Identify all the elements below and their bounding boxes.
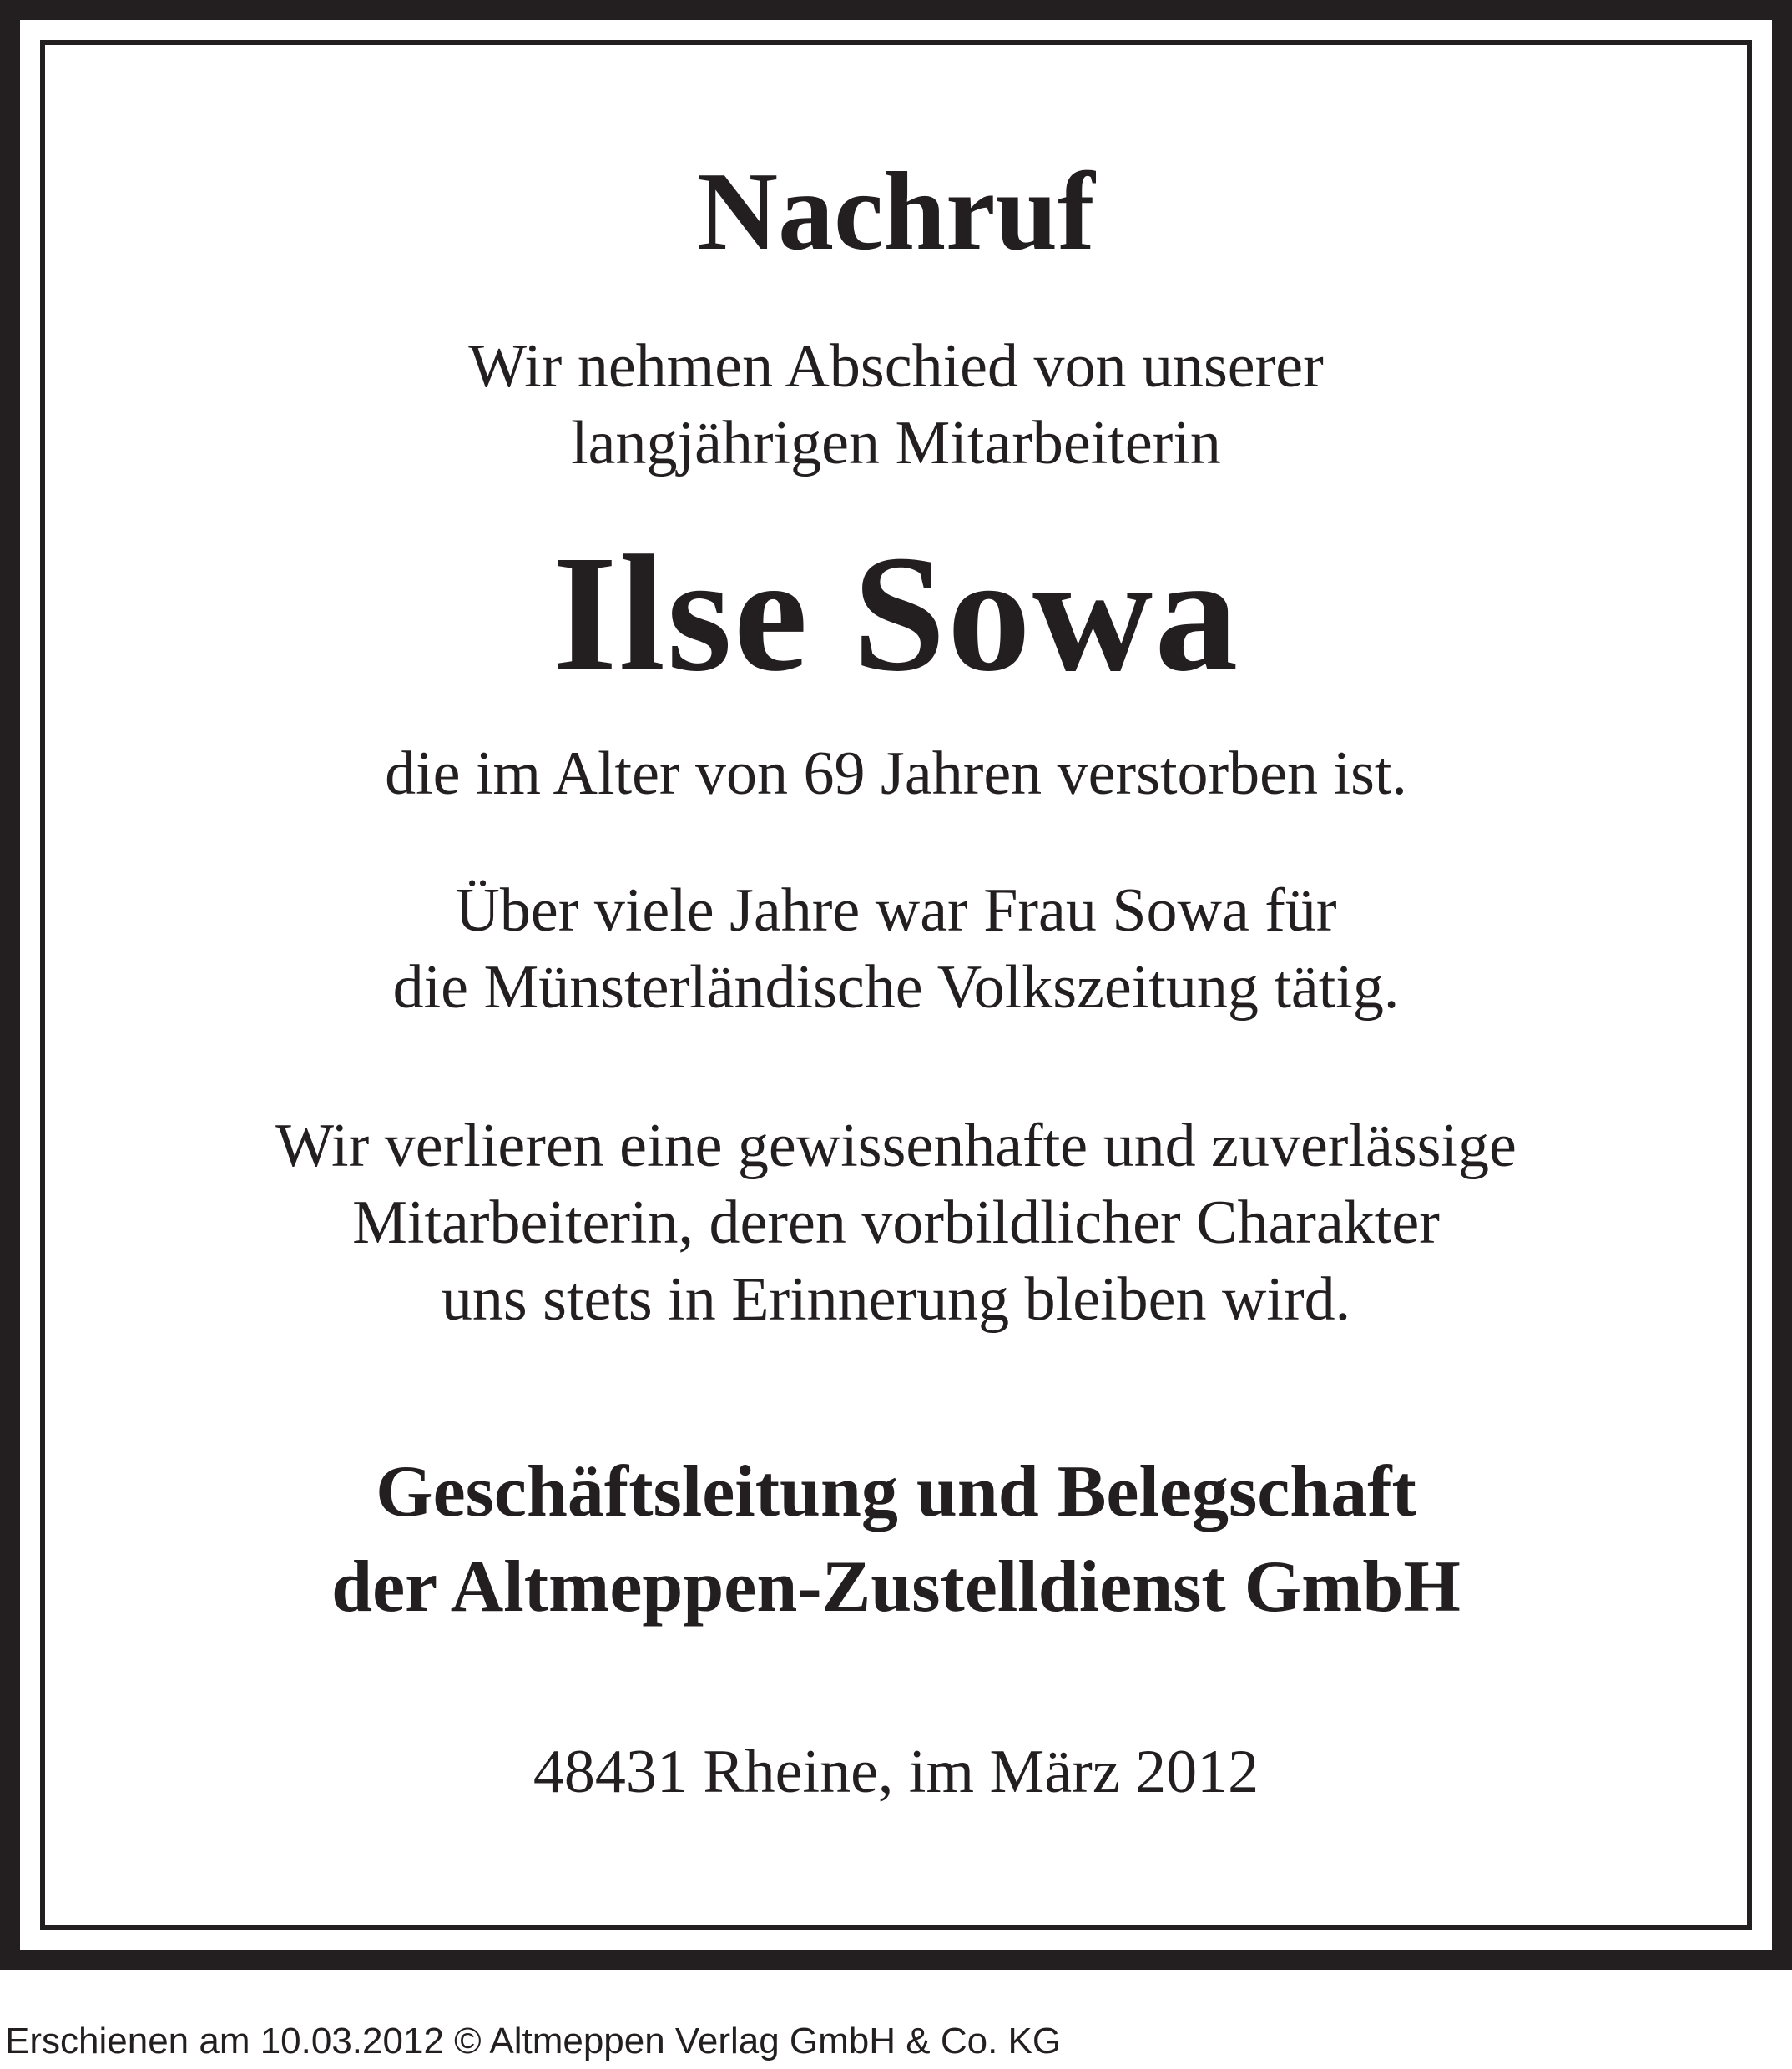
- obituary-title: Nachruf: [697, 149, 1095, 273]
- tribute-line-1: Wir verlieren eine gewissenhafte und zuverlässige: [275, 1112, 1517, 1180]
- border-gap: [20, 20, 1772, 1950]
- age-line: die im Alter von 69 Jahren verstorben ist.: [385, 739, 1407, 808]
- tribute-line-3: uns stets in Erinnerung bleiben wird.: [441, 1265, 1351, 1334]
- place-date: 48431 Rheine, im März 2012: [533, 1738, 1259, 1806]
- signature-line-2: der Altmeppen-Zustelldienst GmbH: [331, 1547, 1461, 1627]
- signature-line-1: Geschäftsleitung und Belegschaft: [376, 1451, 1416, 1532]
- tribute-line-2: Mitarbeiterin, deren vorbildlicher Charakter: [352, 1188, 1440, 1257]
- deceased-name: Ilse Sowa: [552, 522, 1240, 706]
- service-line-1: Über viele Jahre war Frau Sowa für: [455, 876, 1337, 945]
- obituary-content: [45, 45, 1747, 1925]
- service-line-2: die Münsterländische Volkszeitung tätig.: [392, 953, 1400, 1022]
- obituary-inner-border: [40, 40, 1752, 1930]
- intro-line-1: Wir nehmen Abschied von unserer: [468, 332, 1324, 401]
- publication-note: Erschienen am 10.03.2012 © Altmeppen Verlag GmbH & Co. KG: [5, 2021, 1062, 2061]
- intro-line-2: langjährigen Mitarbeiterin: [571, 409, 1221, 477]
